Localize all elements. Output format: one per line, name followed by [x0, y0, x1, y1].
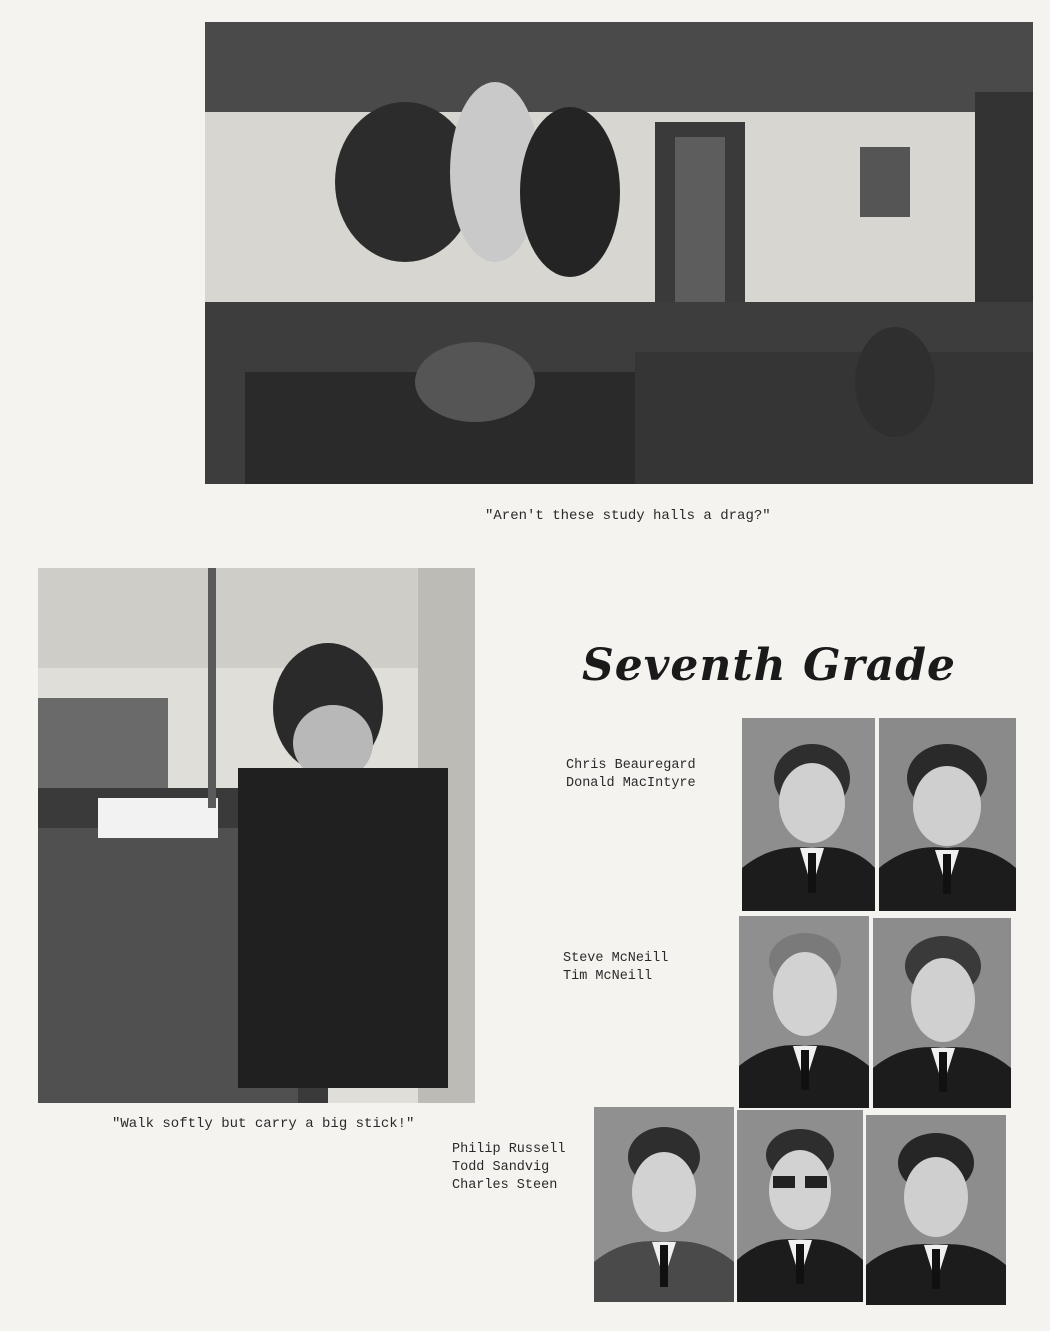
portrait-macintyre	[879, 718, 1016, 911]
portrait-steen	[866, 1115, 1006, 1305]
study-hall-photo	[205, 22, 1033, 484]
portrait-beauregard	[742, 718, 875, 911]
big-stick-caption: "Walk softly but carry a big stick!"	[112, 1116, 415, 1132]
student-name: Donald MacIntyre	[566, 776, 696, 791]
portrait-russell	[594, 1107, 734, 1302]
student-name: Todd Sandvig	[452, 1160, 550, 1175]
student-name: Chris Beauregard	[566, 758, 696, 773]
student-name: Charles Steen	[452, 1178, 558, 1193]
study-hall-caption: "Aren't these study halls a drag?"	[485, 508, 771, 524]
portrait-tim-mcneill	[873, 918, 1011, 1108]
section-title: Seventh Grade	[582, 640, 956, 691]
student-name: Steve McNeill	[563, 951, 669, 966]
names-group-2	[563, 950, 668, 986]
portrait-sandvig	[737, 1110, 863, 1302]
student-name: Philip Russell	[452, 1142, 566, 1157]
student-name: Tim McNeill	[563, 969, 653, 984]
names-group-1	[566, 757, 696, 793]
portrait-steve-mcneill	[739, 916, 869, 1108]
big-stick-photo	[38, 568, 475, 1103]
names-group-3	[452, 1141, 565, 1195]
